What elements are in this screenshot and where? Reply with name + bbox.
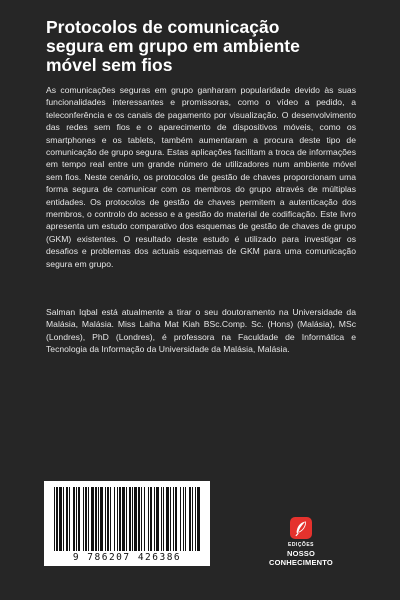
- barcode-bar: [129, 487, 131, 551]
- barcode-bar: [192, 487, 193, 551]
- title-line: Protocolos de comunicação: [46, 17, 280, 37]
- barcode-bar: [141, 487, 142, 551]
- barcode-bar: [170, 487, 171, 551]
- barcode-bar: [63, 487, 64, 551]
- barcode-bar: [185, 487, 186, 551]
- barcode-bar: [150, 487, 152, 551]
- barcode-bar: [173, 487, 174, 551]
- barcode-bar: [95, 487, 97, 551]
- barcode-bar: [114, 487, 115, 551]
- book-title: [46, 18, 366, 75]
- barcode-bar: [175, 487, 177, 551]
- book-abstract: As comunicações seguras em grupo ganharam popularidade devido às suas funcionalidades interessantes e promissoras, como o vídeo a pedido, a teleconferência e os canais de pagamento por visualização. O desenvolvimento das redes sem fios e o aparecimento de dispositivos móveis, como os smartphones e os tablets, também aumentaram a procura deste tipo de comunicação de grupo segura. Estas aplicações facilitam a troca de informações em tempo real entre um grande número de utilizadores num ambiente móvel sem fios. Neste cenário, os protocolos de gestão de chaves proporcionam uma forma segura de comunicar com os membros do grupo através de múltiplas entidades. Os protocolos de gestão de chaves permitem a autenticação dos membros, o controlo do acesso e a gestão do material de codificação. Este livro apresenta um estudo comparativo dos esquemas de gestão de chaves de grupo (GKM) existentes. O resultado deste estudo é utilizado para investigar os desafios e problemas dos actuais esquemas de GKM para uma comunicação segura em grupo.: [46, 85, 356, 269]
- barcode-bar: [59, 487, 62, 551]
- barcode-bar: [189, 487, 191, 551]
- publisher-logo: [259, 517, 343, 567]
- isbn-number: 9 786207 426386: [72, 552, 182, 563]
- isbn-barcode: [44, 481, 210, 566]
- title-line: móvel sem fios: [46, 55, 173, 75]
- barcode-bar: [110, 487, 111, 551]
- barcode-bar: [166, 487, 169, 551]
- barcode-bar: [105, 487, 106, 551]
- barcode-bar: [154, 487, 155, 551]
- barcode-bar: [156, 487, 159, 551]
- barcode-bar: [122, 487, 125, 551]
- barcode-bar: [83, 487, 84, 551]
- barcode-bar: [126, 487, 127, 551]
- barcode-bar: [134, 487, 137, 551]
- barcode-bar: [76, 487, 77, 551]
- barcode-bar: [73, 487, 75, 551]
- barcode-bar: [54, 487, 55, 551]
- barcode-bar: [183, 487, 184, 551]
- barcode-bar: [100, 487, 103, 551]
- barcode-bar: [66, 487, 68, 551]
- barcode-bar: [91, 487, 94, 551]
- author-bio: Salman Iqbal está atualmente a tirar o seu doutoramento na Universidade da Malásia, Malásia. Miss Laiha Mat Kiah BSc.Comp. Sc. (Hons) (Malásia), MSc (Londres), PhD (Londres), é professora na Faculdade de Informática e Tecnologia da Informação da Universidade da Malásia, Malásia.: [46, 307, 356, 355]
- barcode-bar: [163, 487, 164, 551]
- barcode-bars: [52, 487, 202, 551]
- barcode-bar: [195, 487, 196, 551]
- publisher-label-small: EDIÇÕES: [287, 542, 314, 548]
- barcode-bar: [161, 487, 162, 551]
- barcode-bar: [85, 487, 87, 551]
- barcode-bar: [69, 487, 70, 551]
- barcode-bar: [132, 487, 133, 551]
- barcode-bar: [98, 487, 99, 551]
- quill-feather-icon: [290, 517, 312, 539]
- barcode-bar: [144, 487, 145, 551]
- barcode-bar: [197, 487, 200, 551]
- title-line: segura em grupo em ambiente: [46, 36, 300, 56]
- barcode-bar: [148, 487, 149, 551]
- barcode-bar: [119, 487, 121, 551]
- barcode-bar: [138, 487, 140, 551]
- publisher-name: NOSSO CONHECIMENTO: [269, 549, 333, 567]
- barcode-bar: [88, 487, 89, 551]
- barcode-bar: [56, 487, 58, 551]
- barcode-bar: [117, 487, 118, 551]
- barcode-bar: [180, 487, 181, 551]
- barcode-bar: [78, 487, 80, 551]
- barcode-bar: [107, 487, 109, 551]
